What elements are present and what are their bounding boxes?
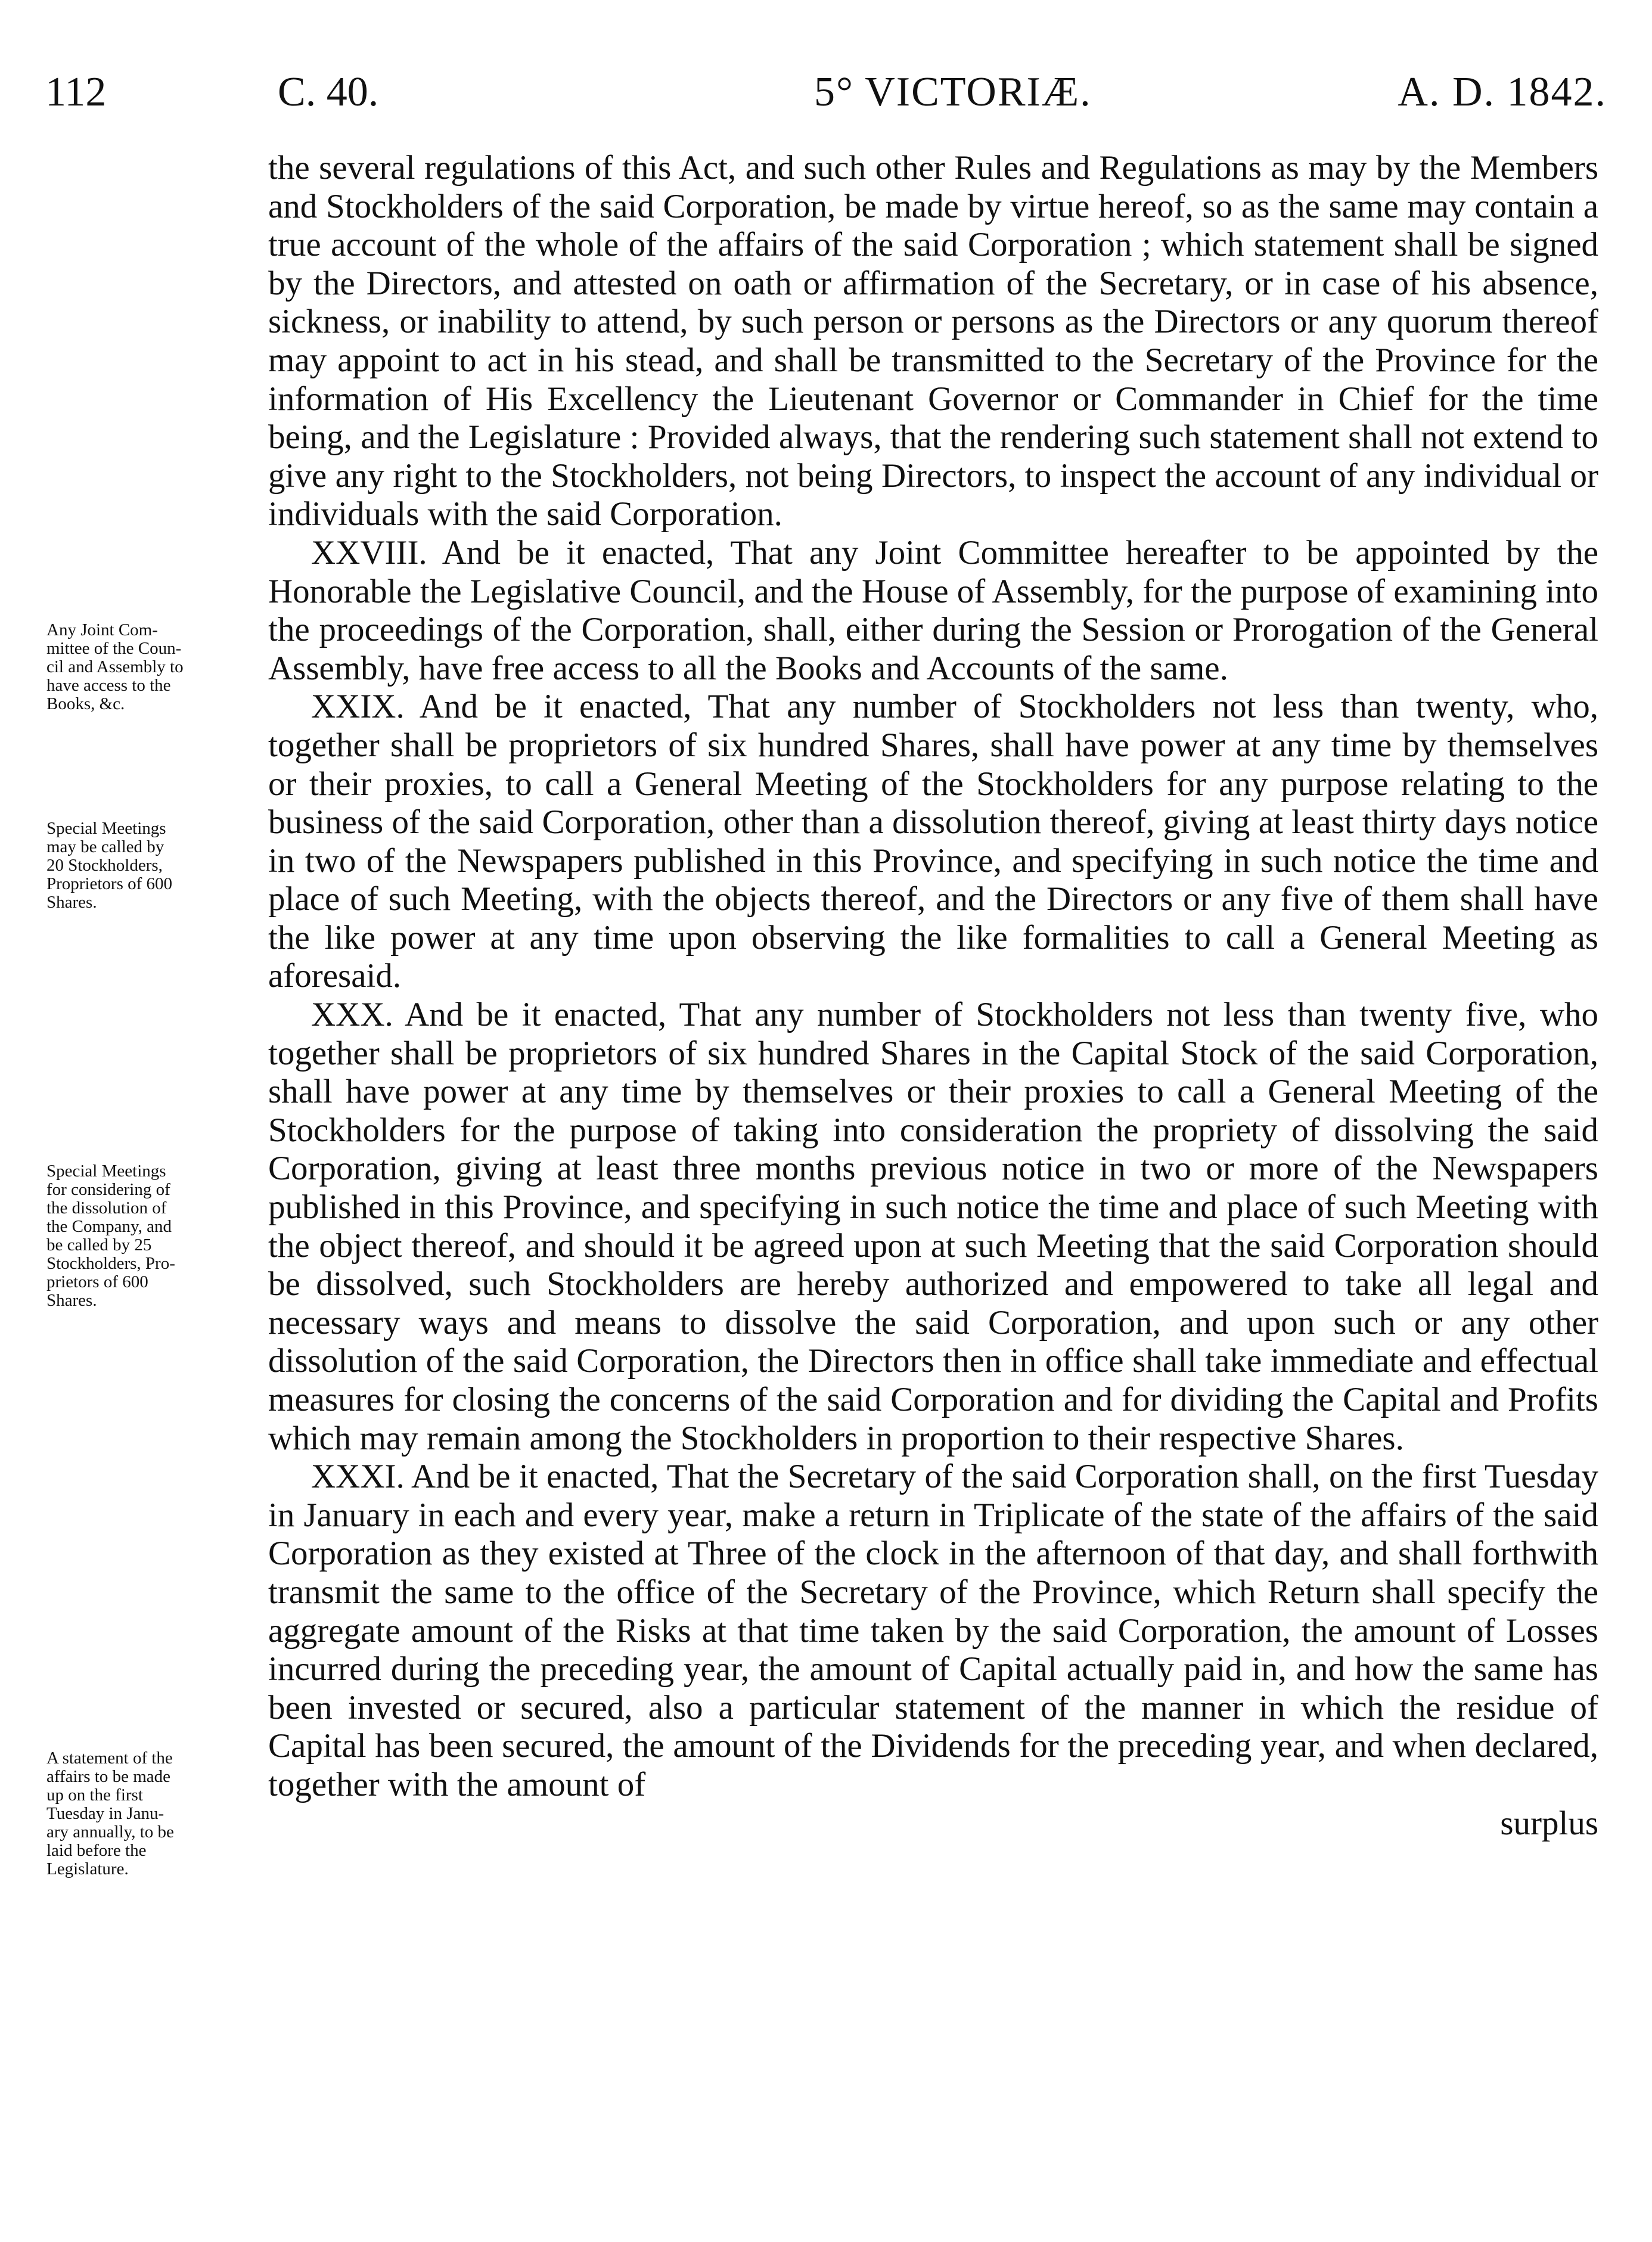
sidenote-joint-committee: Any Joint Com- mittee of the Coun- cil and Assembly to have access to the Books, &c.: [46, 620, 184, 713]
paragraph-continuation: the several regulations of this Act, and such other Rules and Regulations as may by the Members and Stockholders of the said Corporation, be made by virtue hereof, so as the same may contain a true account of the whole of the affairs of the said Corporation ; which statement shall be signed by the Directors, and attested on oath or affirmation of the Secretary, or in case of his absence, sickness, or inability to attend, by such person or persons as the Directors or any quorum thereof may appoint to act in his stead, and shall be transmitted to the Secretary of the Province for the information of His Excellency the Lieutenant Governor or Commander in Chief for the time being, and the Legislature : Provided always, that the rendering such statement shall not extend to give any right to the Stockholders, not being Directors, to inspect the account of any individual or individuals with the said Corporation.: [268, 149, 1598, 533]
chapter-number: C. 40.: [278, 69, 379, 115]
section-xxix: XXIX. And be it enacted, That any number of Stockholders not less than twenty, who, together shall be proprietors of six hundred Shares, shall have power at any time by themselves or their proxies, to call a General Meeting of the Stockholders for any purpose relating to the business of the said Corporation, other than a dissolution thereof, giving at least thirty days notice in two of the Newspapers published in this Province, and specifying in such notice the time and place of such Meeting, with the objects thereof, and the Directors or any five of them shall have the like power at any time upon observing the like formalities to call a General Meeting as aforesaid.: [268, 688, 1598, 995]
section-xxx: XXX. And be it enacted, That any number of Stockholders not less than twenty five, who together shall be proprietors of six hundred Shares in the Capital Stock of the said Corporation, shall have power at any time by themselves or their proxies to call a General Meeting of the Stockholders for the purpose of taking into consideration the propriety of dissolving the said Corporation, giving at least three months previous notice in two or more of the Newspapers published in this Province, and specifying in such notice the time and place of such Meeting with the object thereof, and should it be agreed upon at such Meeting that the said Corporation should be dissolved, such Stockholders are hereby authorized and empowered to take all legal and necessary ways and means to dissolve the said Corporation, and upon such or any other dissolution of the said Corporation, the Directors then in office shall take immediate and effectual measures for closing the concerns of the said Corporation and for dividing the Capital and Profits which may remain among the Stockholders in proportion to their respective Shares.: [268, 996, 1598, 1457]
statute-body: [268, 149, 1598, 1843]
page-number: 112: [45, 69, 107, 115]
sidenote-special-meetings-25: Special Meetings for considering of the dissolution of the Company, and be called by 25 Stockholders, Pro- prietors of 600 Shares.: [46, 1162, 175, 1310]
running-header: [45, 66, 1607, 119]
sidenote-annual-statement: A statement of the affairs to be made up on the first Tuesday in Janu- ary annually, to be laid before the Legislature.: [46, 1749, 174, 1878]
section-xxxi: XXXI. And be it enacted, That the Secretary of the said Corporation shall, on the first Tuesday in January in each and every year, make a return in Triplicate of the state of the affairs of the said Corporation as they existed at Three of the clock in the afternoon of that day, and shall forthwith transmit the same to the office of the Secretary of the Province, which Return shall specify the aggregate amount of the Risks at that time taken by the said Corporation, the amount of Losses incurred during the preceding year, the amount of Capital actually paid in, and how the same has been invested or secured, also a particular statement of the manner in which the residue of Capital has been secured, the amount of the Dividends for the preceding year, and when declared, together with the amount of: [268, 1458, 1598, 1803]
sidenote-special-meetings-20: Special Meetings may be called by 20 Stockholders, Proprietors of 600 Shares.: [46, 819, 173, 912]
regnal-year: 5° VICTORIÆ.: [814, 69, 1092, 115]
section-xxviii: XXVIII. And be it enacted, That any Joint Committee hereafter to be appointed by the Honorable the Legislative Council, and the House of Assembly, for the purpose of examining into the proceedings of the Corporation, shall, either during the Session or Prorogation of the General Assembly, have free access to all the Books and Accounts of the same.: [268, 533, 1598, 687]
catchword: surplus: [1500, 1804, 1598, 1842]
calendar-year: A. D. 1842.: [1398, 69, 1607, 115]
